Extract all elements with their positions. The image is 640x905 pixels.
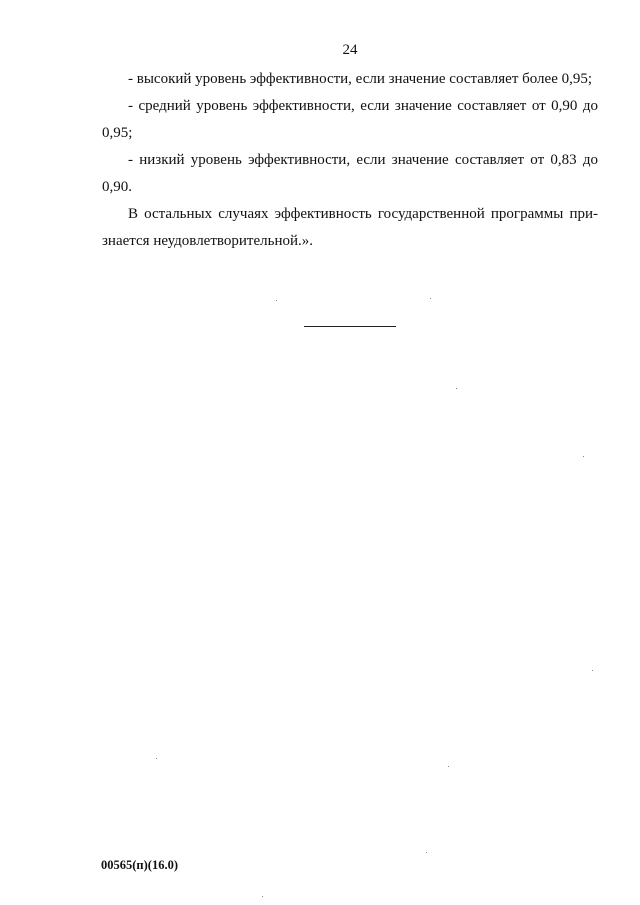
- scan-speck: [456, 388, 457, 389]
- efficiency-level-low: - низкий уровень эффективности, если значение составляет от 0,83 до 0,90.: [102, 152, 598, 195]
- page-number: 24: [342, 42, 358, 58]
- scan-speck: [156, 758, 157, 759]
- scan-speck: [262, 896, 263, 897]
- unsatisfactory-clause: В остальных случаях эффективность государственной программы признается неудовлетворительной.».: [102, 206, 598, 249]
- body-text: [102, 66, 598, 255]
- scan-speck: [592, 670, 593, 671]
- scan-speck: [430, 298, 431, 299]
- scan-speck: [276, 300, 277, 301]
- end-separator-line: [304, 326, 396, 327]
- efficiency-level-high: - высокий уровень эффективности, если значение составляет более 0,95;: [128, 71, 593, 87]
- scan-speck: [448, 766, 449, 767]
- scan-speck: [426, 852, 427, 853]
- efficiency-level-medium: - средний уровень эффективности, если значение составляет от 0,90 до 0,95;: [102, 98, 598, 141]
- scan-speck: [583, 456, 584, 457]
- document-code: 00565(п)(16.0): [101, 858, 178, 872]
